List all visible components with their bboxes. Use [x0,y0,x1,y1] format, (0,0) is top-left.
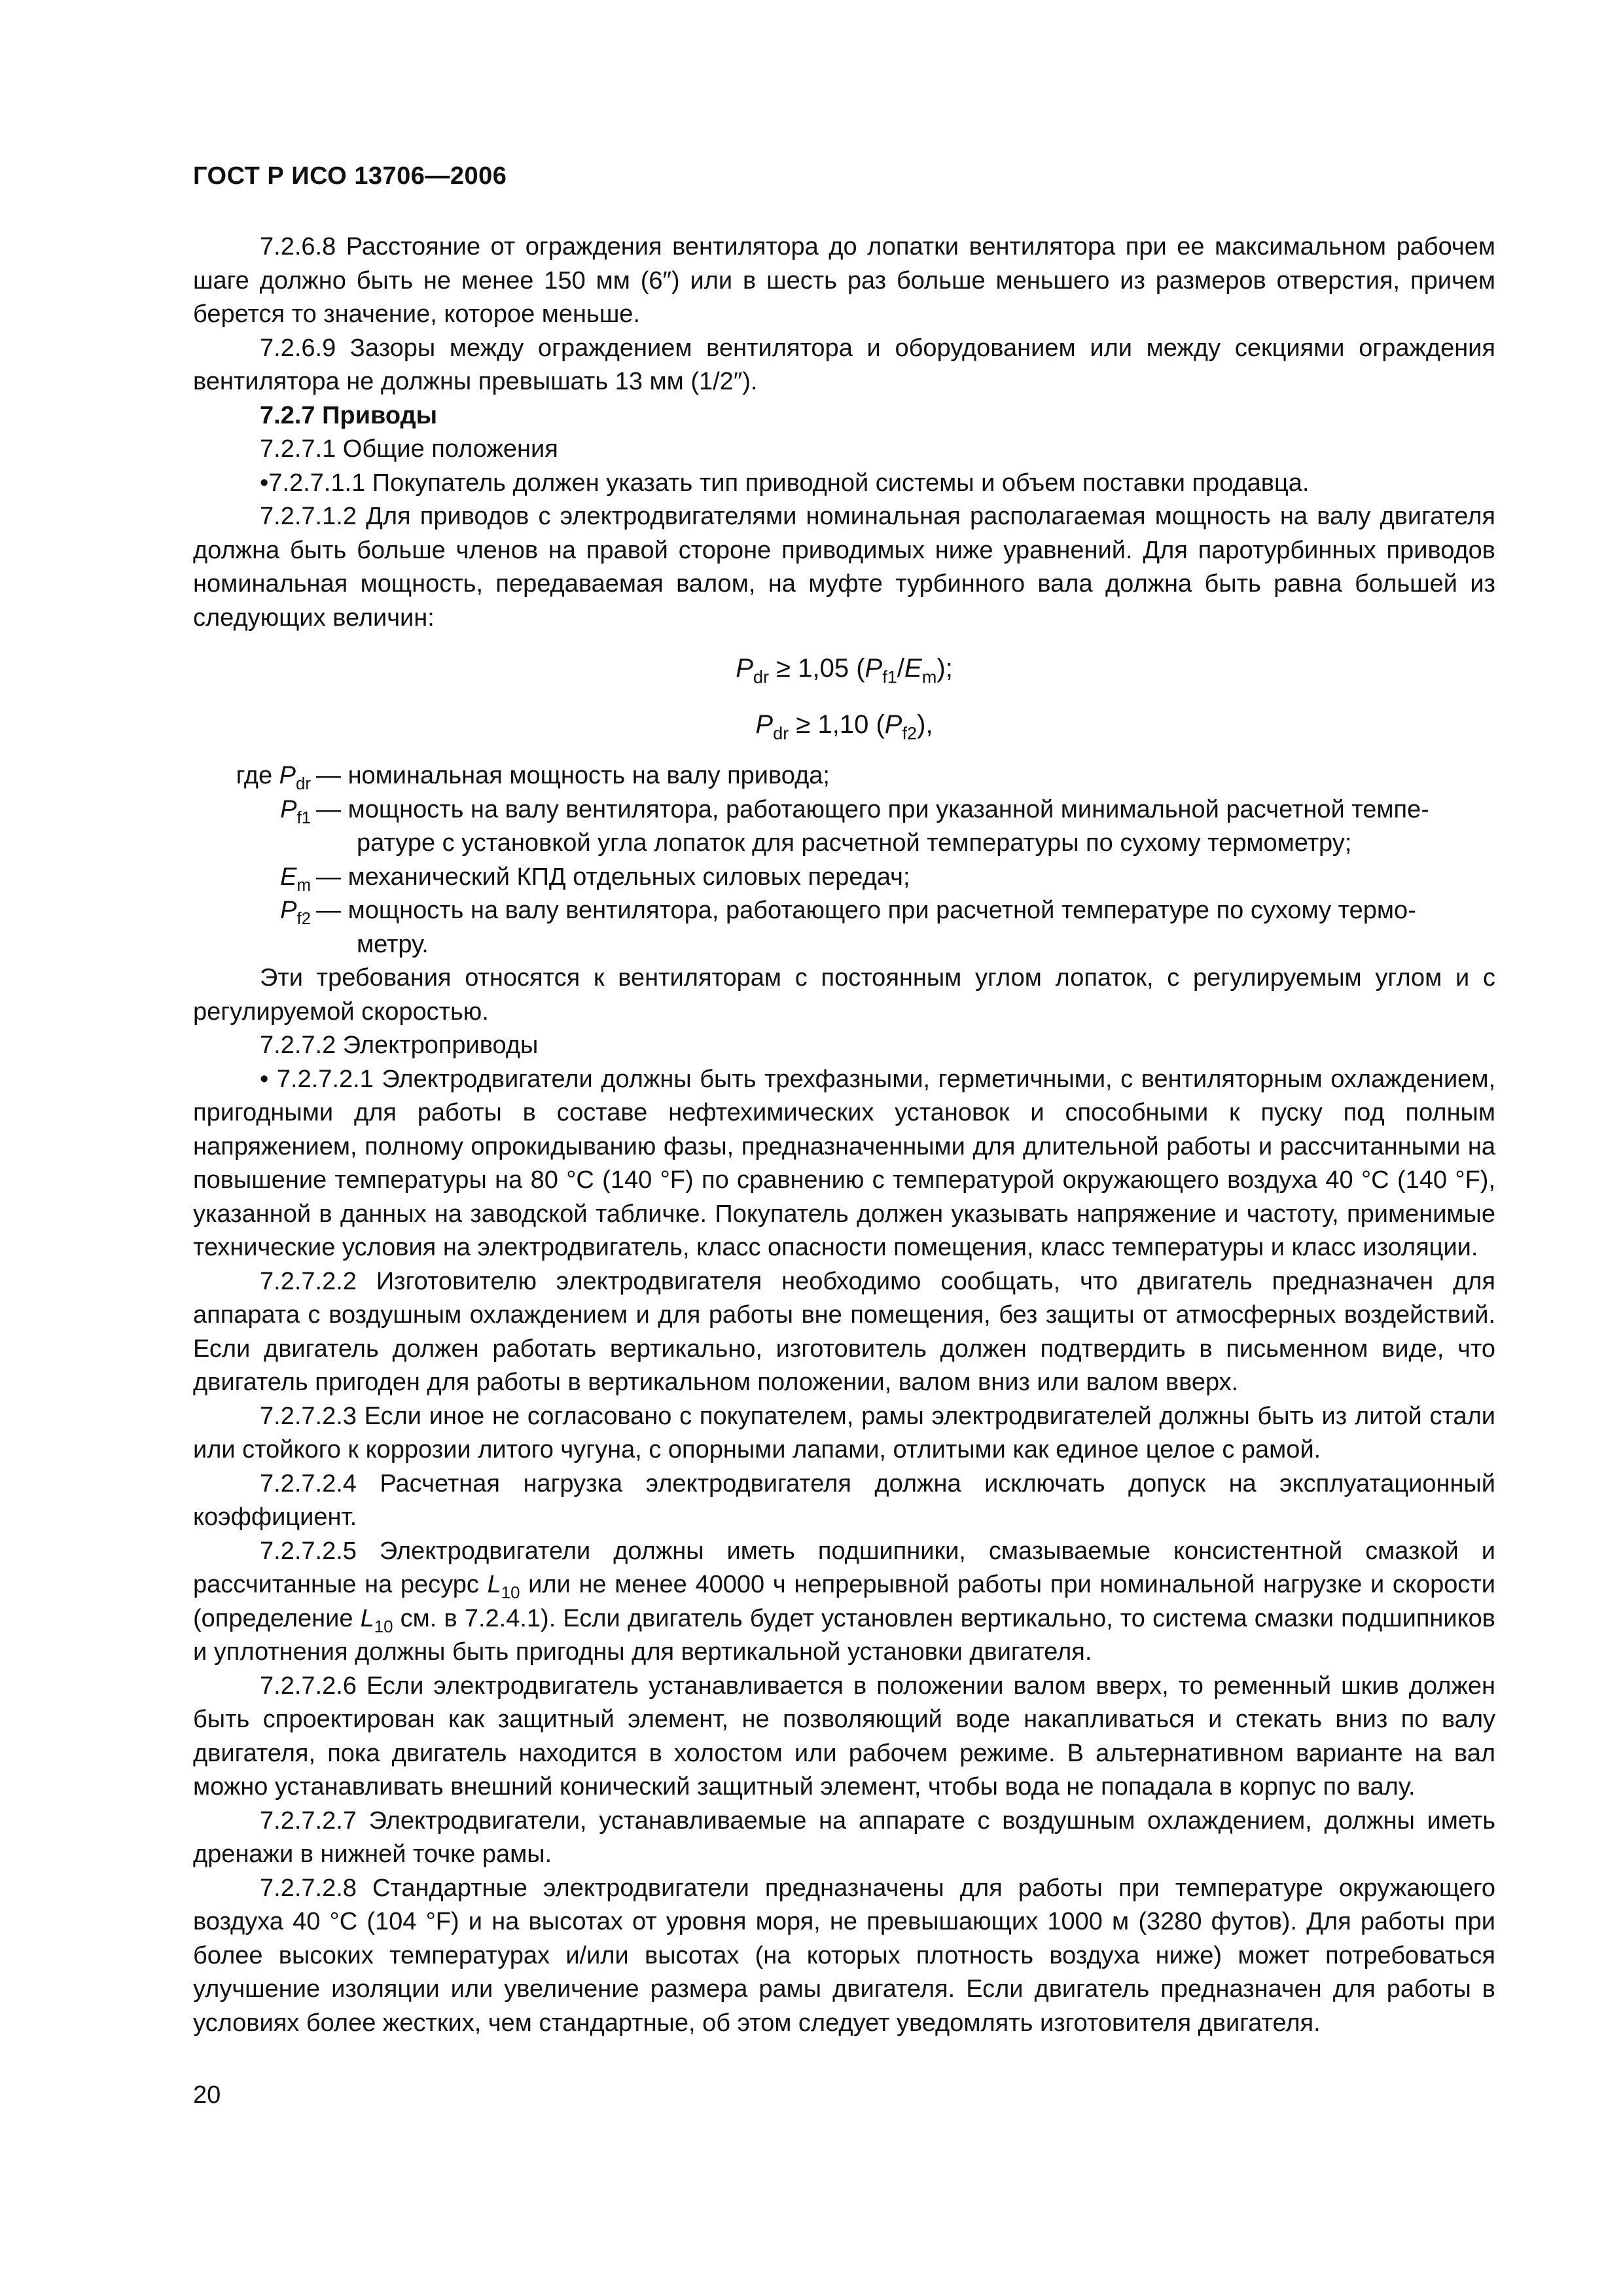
definition-pf2 [193,894,1495,961]
formula-1-end: ); [936,654,953,683]
formula-1-lhs: P [736,654,753,683]
symbol-letter: E [280,863,297,891]
l10-symbol: L [487,1571,501,1598]
definition-dash: — [316,762,348,789]
formula-1-b: E [904,654,922,683]
formula-2-a: P [884,710,902,739]
formula-1-lhs-sub: dr [753,666,770,687]
paragraph-7-2-7-2-1: • 7.2.7.2.1 Электродвигатели должны быть трехфазными, герметичными, с вентиляторным охлаждением, пригодными для работы в составе нефтехимических установок и способными к пуску под полным напряжением, полному опрокидыванию фазы, предназначенными для длительной работы и рассчитанными на повышение температуры на 80 °С (140 °F) по сравнению с температурой окружающего воздуха 40 °С (140 °F), указанной в данных на заводской табличке. Покупатель должен указывать напряжение и частоту, применимые технические условия на электродвигатель, класс опасности помещения, класс температуры и класс изоляции. [193,1065,1495,1261]
definition-dash: — [316,897,348,924]
formula-block [193,640,1495,753]
definition-text [316,861,1495,895]
definition-text [316,793,1495,861]
definition-prefix: где [236,762,279,789]
definitions-list [193,759,1495,961]
symbol-sub: f1 [296,808,311,827]
definition-desc: мощность на валу вентилятора, работающего при указанной минимальной расчетной темпе- [348,795,1429,823]
l10-sub: 10 [501,1584,520,1603]
definition-dash: — [316,795,348,823]
paragraph-7-2-6-8: 7.2.6.8 Расстояние от ограждения вентилятора до лопатки вентилятора при ее максимальном рабочем шаге должно быть не менее 150 мм (6″) или в шесть раз больше меньшего из размеров отверстия, причем берется то значение, которое меньше. [193,233,1495,328]
formula-1 [193,640,1495,696]
formula-2 [193,696,1495,753]
document-header: ГОСТ Р ИСО 13706—2006 [193,162,507,190]
paragraph-7-2-7-2-8: 7.2.7.2.8 Стандартные электродвигатели предназначены для работы при температуре окружающего воздуха 40 °С (104 °F) и на высотах от уровня моря, не превышающих 1000 м (3280 футов). Для работы при более высоких температурах и/или высотах (на которых плотность воздуха ниже) может потребоваться улучшение изоляции или увеличение размера рамы двигателя. Если двигатель предназначен для работы в условиях более жестких, чем стандартные, об этом следует уведомлять изготовителя двигателя. [193,1874,1495,2037]
definition-desc: мощность на валу вентилятора, работающего при расчетной температуре по сухому термо- [348,897,1416,924]
symbol-letter: P [280,897,297,924]
definition-pdr [193,759,1495,793]
formula-2-lhs-sub: dr [773,723,789,744]
document-body [193,230,1495,2040]
paragraph-7-2-7-2-4: 7.2.7.2.4 Расчетная нагрузка электродвигателя должна исключать допуск на эксплуатационный коэффициент. [193,1469,1495,1531]
paragraph-part: или не менее 40000 ч непрерывной работы при номинальной нагрузке и скорости (определение [193,1571,1495,1632]
paragraph-requirements-note: Эти требования относятся к вентиляторам с постоянным углом лопаток, с регулируемым углом и с регулируемой скоростью. [193,964,1495,1026]
paragraph-7-2-7-2-6: 7.2.7.2.6 Если электродвигатель устанавливается в положении валом вверх, то ременный шкив должен быть спроектирован как защитный элемент, не позволяющий воде накапливаться и стекать вниз по валу двигателя, пока двигатель находится в холостом или рабочем режиме. В альтернативном варианте на вал можно устанавливать внешний конический защитный элемент, чтобы вода не попадала в корпус по валу. [193,1672,1495,1801]
paragraph-7-2-7-1: 7.2.7.1 Общие положения [260,435,558,463]
definition-dash: — [316,863,348,891]
definition-continuation: метру. [357,930,429,958]
paragraph-part: см. в 7.2.4.1). Если двигатель будет установлен вертикально, то система смазки подшипников и уплотнения должны быть пригодны для вертикальной установки двигателя. [193,1604,1495,1666]
formula-2-a-sub: f2 [902,723,918,744]
paragraph-7-2-7-1-1: •7.2.7.1.1 Покупатель должен указать тип приводной системы и объем поставки продавца. [260,469,1310,497]
paragraph-part: 7.2.7.2.5 Электродвигатели должны иметь подшипники, смазываемые консистентной смазкой и рассчитанные на ресурс [193,1537,1495,1598]
definition-symbol [193,759,316,793]
formula-1-a: P [865,654,883,683]
paragraph-7-2-7-2-7: 7.2.7.2.7 Электродвигатели, устанавливаемые на аппарате с воздушным охлаждением, должны иметь дренажи в нижней точке рамы. [193,1806,1495,1868]
formula-2-rel: ≥ 1,10 ( [789,710,885,739]
paragraph-7-2-6-9: 7.2.6.9 Зазоры между ограждением вентилятора и оборудованием или между секциями ограждения вентилятора не должны превышать 13 мм (1/2″). [193,334,1495,395]
paragraph-7-2-7-2-5 [193,1535,1495,1670]
definition-desc: механический КПД отдельных силовых передач; [348,863,910,891]
definition-symbol [193,861,316,895]
paragraph-7-2-7-1-2: 7.2.7.1.2 Для приводов с электродвигателями номинальная располагаемая мощность на валу двигателя должна быть больше членов на правой стороне приводимых ниже уравнений. Для паротурбинных приводов номинальная мощность, передаваемая валом, на муфте турбинного вала должна быть равна большей из следующих величин: [193,503,1495,632]
paragraph-7-2-7-2-3: 7.2.7.2.3 Если иное не согласовано с покупателем, рамы электродвигателей должны быть из литой стали или стойкого к коррозии литого чугуна, с опорными лапами, отлитыми как единое целое с рамой. [193,1402,1495,1463]
l10-symbol: L [360,1604,374,1632]
page-number: 20 [193,2081,221,2109]
paragraph-7-2-7-2-2: 7.2.7.2.2 Изготовителю электродвигателя необходимо сообщать, что двигатель предназначен для аппарата с воздушным охлаждением и для работы вне помещения, без защиты от атмосферных воздействий. Если двигатель должен работать вертикально, изготовитель должен подтвердить в письменном виде, что двигатель пригоден для работы в вертикальном положении, валом вниз или валом вверх. [193,1267,1495,1396]
definition-text [316,894,1495,961]
symbol-sub: f2 [296,910,311,929]
symbol-sub: dr [296,775,311,794]
definition-pf1 [193,793,1495,861]
formula-1-rel: ≥ 1,05 ( [769,654,865,683]
formula-2-lhs: P [755,710,774,739]
definition-text [316,759,1495,793]
definition-desc: номинальная мощность на валу привода; [348,762,830,789]
formula-1-slash: / [897,654,905,683]
symbol-letter: P [279,762,296,789]
l10-sub: 10 [374,1617,393,1636]
symbol-letter: P [280,795,297,823]
definition-symbol [193,793,316,827]
formula-1-a-sub: f1 [882,666,897,687]
formula-1-b-sub: m [921,666,937,687]
symbol-sub: m [296,876,311,895]
paragraph-7-2-7-2: 7.2.7.2 Электроприводы [260,1031,539,1059]
formula-2-end: ), [917,710,933,739]
section-heading-7-2-7: 7.2.7 Приводы [260,401,438,429]
definition-symbol [193,894,316,928]
definition-continuation: ратуре с установкой угла лопаток для расчетной температуры по сухому термометру; [357,829,1352,857]
definition-em [193,861,1495,895]
